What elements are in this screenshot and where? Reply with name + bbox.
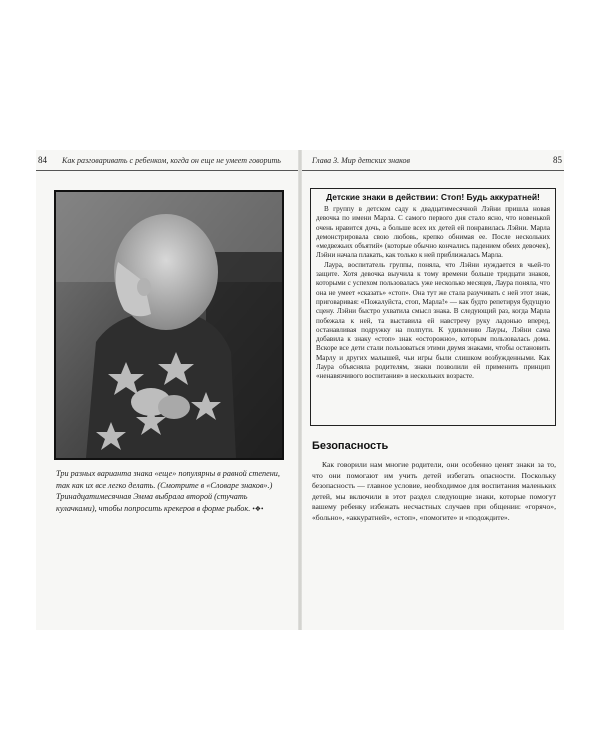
sidebar-text <box>316 205 550 382</box>
section-heading: Безопасность <box>312 440 389 452</box>
sidebar-paragraph: Лаура, воспитатель группы, поняла, что Лэйни нуждается в чьей-то защите. Хотя девочка выучила к тому времени больше тридцати знаков, которыми с успехом пользовалась уже несколько месяцев, Лаура поняла, что она не умеет «сказать» «стоп». Она тут же стала разучивать с ней этот знак, приговаривая: «Пожалуйста, стоп, Марла!» — как будто репетируя будущую сцену. Лэйни быстро ухватила смысл знака. В следующий раз, когда Марла побежала к ней, та выставила ей навстречу руку ладонью вперед, останавливая подружку на полпути. К удивлению Лауры, Лэйни сама добавила к знаку «стоп» знак «осторожно», которым пользовалась дома. Вскоре все дети стали пользоваться этими двумя знаками, чтобы остановить Марлу и других малышей, чьи игры были слишком возбужденными. Как Лаура объясняла родителям, знаки позволили ей применить принцип «ненавязчивого воспитания» в нескольких возрасте. <box>316 260 550 381</box>
left-page-number: 84 <box>38 155 47 165</box>
caption-text: Три разных варианта знака «еще» популярны в равной степени, так как их все легко делать. (Смотрите в «Словаре знаков».) Тринадцатимесячная Эмма выбрала второй (стучать кулачками), чтобы попросить крекеров в форме рыбок. <box>56 469 280 513</box>
right-running-head: Глава 3. Мир детских знаков <box>312 156 411 165</box>
right-header-rule <box>302 170 564 171</box>
left-page <box>36 150 298 630</box>
left-running-head: Как разговаривать с ребенком, когда он еще не умеет говорить <box>62 156 281 165</box>
toddler-photo <box>54 190 284 460</box>
sidebar-paragraph: В группу в детском саду к двадцатимесячной Лэйни пришла новая девочка по имени Марла. С самого первого дня стало ясно, что новенькой очень нравится дочь, а больше всех их детей ей понравилась Лэйни. Марла демонстрировала свою любовь, крепко обнимая ее. После нескольких «медвежьих объятий» (которые обычно кончались падением обеих девочек), Лэйни начала плакать, как только к ней приближалась Марла. <box>316 205 550 260</box>
right-page-number: 85 <box>553 155 562 165</box>
photo-caption <box>56 468 286 515</box>
sidebar-title: Детские знаки в действии: Стоп! Будь аккуратней! <box>326 192 540 202</box>
caption-ornament: •❖• <box>252 504 264 513</box>
section-body <box>312 460 556 524</box>
right-page <box>302 150 564 630</box>
sidebar-box <box>310 188 556 426</box>
left-header-rule <box>36 170 298 171</box>
section-paragraph: Как говорили нам многие родители, они особенно ценят знаки за то, что они помогают им учить детей избегать опасности. Поскольку безопасность — главное условие, необходимое для воспитания маленьких детей, мы включили в этот раздел следующие знаки, которые помогут вашему ребенку избежать несчастных случаев при общении: «горячо», «больно», «аккуратней», «стоп», «помогите» и «подождите». <box>312 460 556 522</box>
toddler-photo-image <box>56 192 282 458</box>
